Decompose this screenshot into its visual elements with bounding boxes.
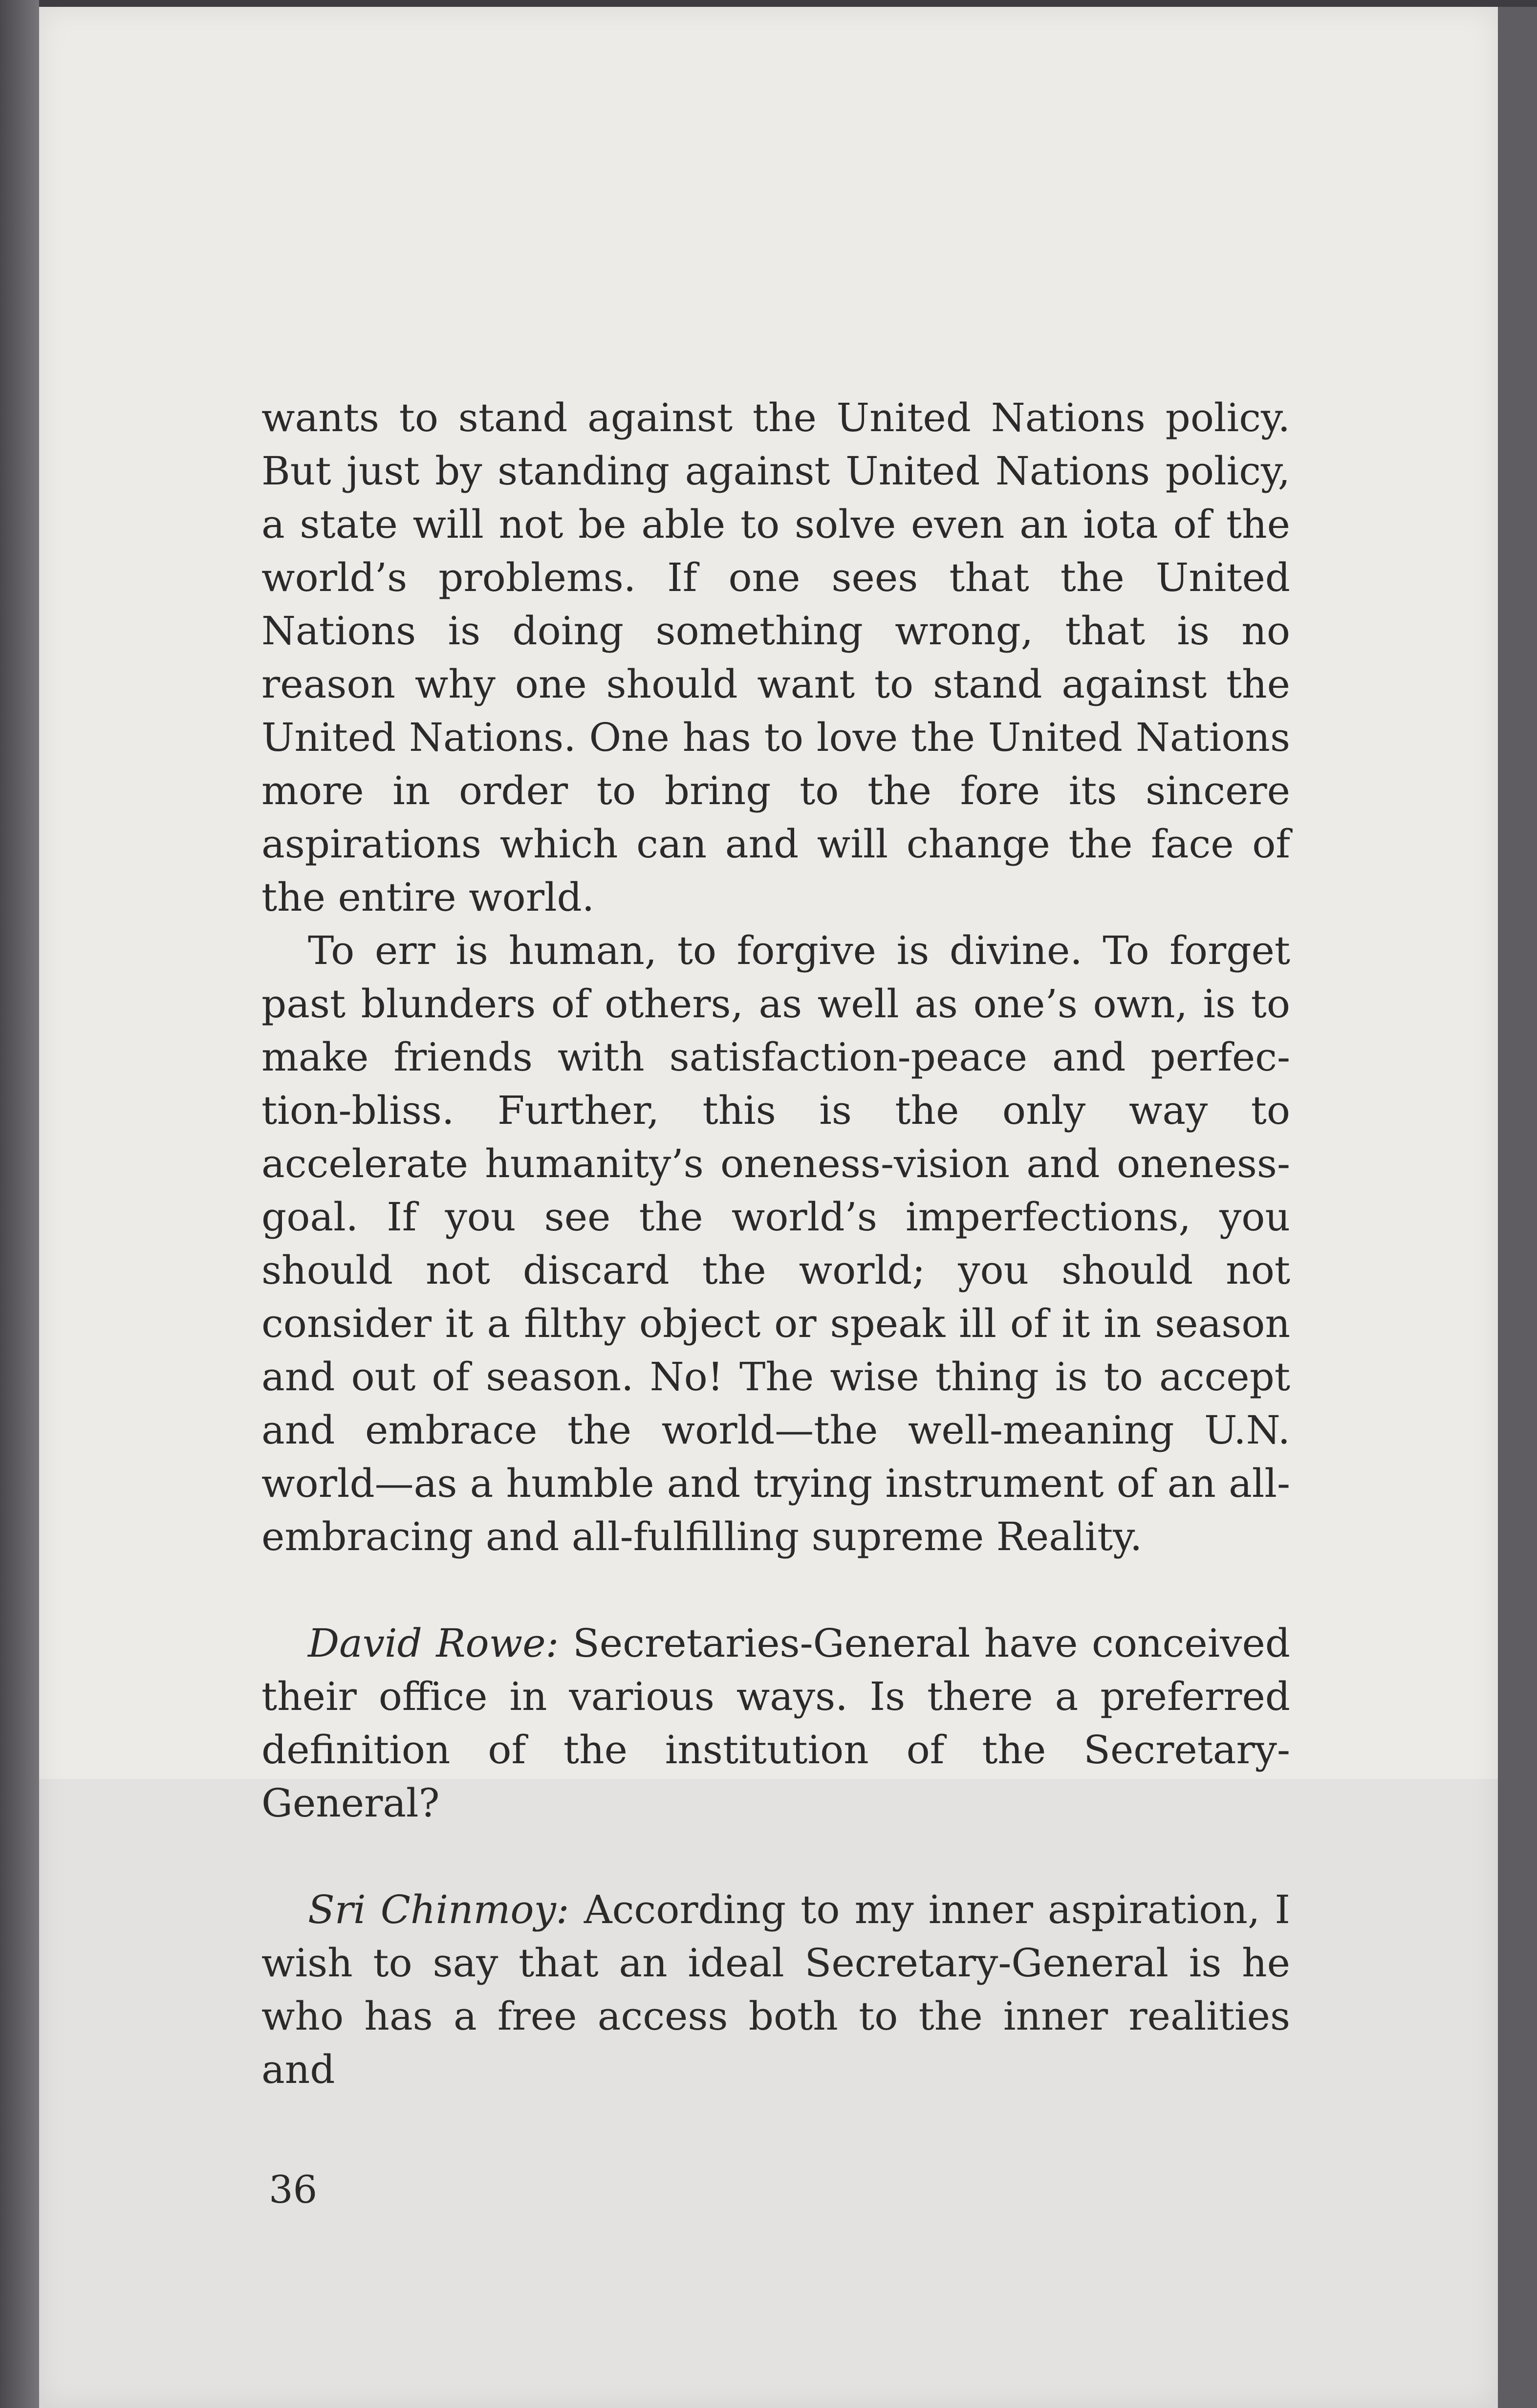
- scan-edge-top: [0, 0, 1537, 7]
- speaker-name: Sri Chinmoy:: [308, 1887, 569, 1932]
- page-number: 36: [269, 2168, 318, 2212]
- question-david-rowe: [261, 1617, 1290, 1830]
- paragraph-un-policy: [261, 391, 1290, 924]
- speaker-name: David Rowe:: [308, 1620, 559, 1666]
- answer-text: According to my inner aspiration, I wish to say that an ideal Secretary-General is he who has a free access both to the inner realities and: [261, 1887, 1291, 2092]
- scan-edge-left: [0, 0, 39, 2408]
- body-text: [261, 391, 1290, 2096]
- question-text: Secretaries-General have conceived their office in various ways. Is there a preferred definition of the institution of the Secretary-General?: [261, 1620, 1290, 1826]
- paragraph-to-err-is-human: [261, 924, 1290, 1563]
- answer-sri-chinmoy: [261, 1883, 1290, 2096]
- paragraph-text: To err is human, to forgive is divine. To forget past blunders of others, as well as one’s own, is to make friends with satisfaction-peace and perfec-tion-bliss. Further, this is the only way to accelerate humanity’s oneness-vision and oneness-goal. If you see the world’s imperfections, you should not discard the world; you should not consider it a filthy object or speak ill of it in season and out of season. No! The wise thing is to accept and embrace the world—the well-meaning U.N. world—as a humble and trying instrument of an all-embracing and all-fulfilling supreme Reality.: [261, 928, 1290, 1559]
- paragraph-text: wants to stand against the United Nations policy. But just by standing against United Nations policy, a state will not be able to solve even an iota of the world’s problems. If one sees that the United Nations is doing something wrong, that is no reason why one should want to stand against the United Nations. One has to love the United Nations more in order to bring to the fore its sincere aspirations which can and will change the face of the entire world.: [261, 395, 1290, 920]
